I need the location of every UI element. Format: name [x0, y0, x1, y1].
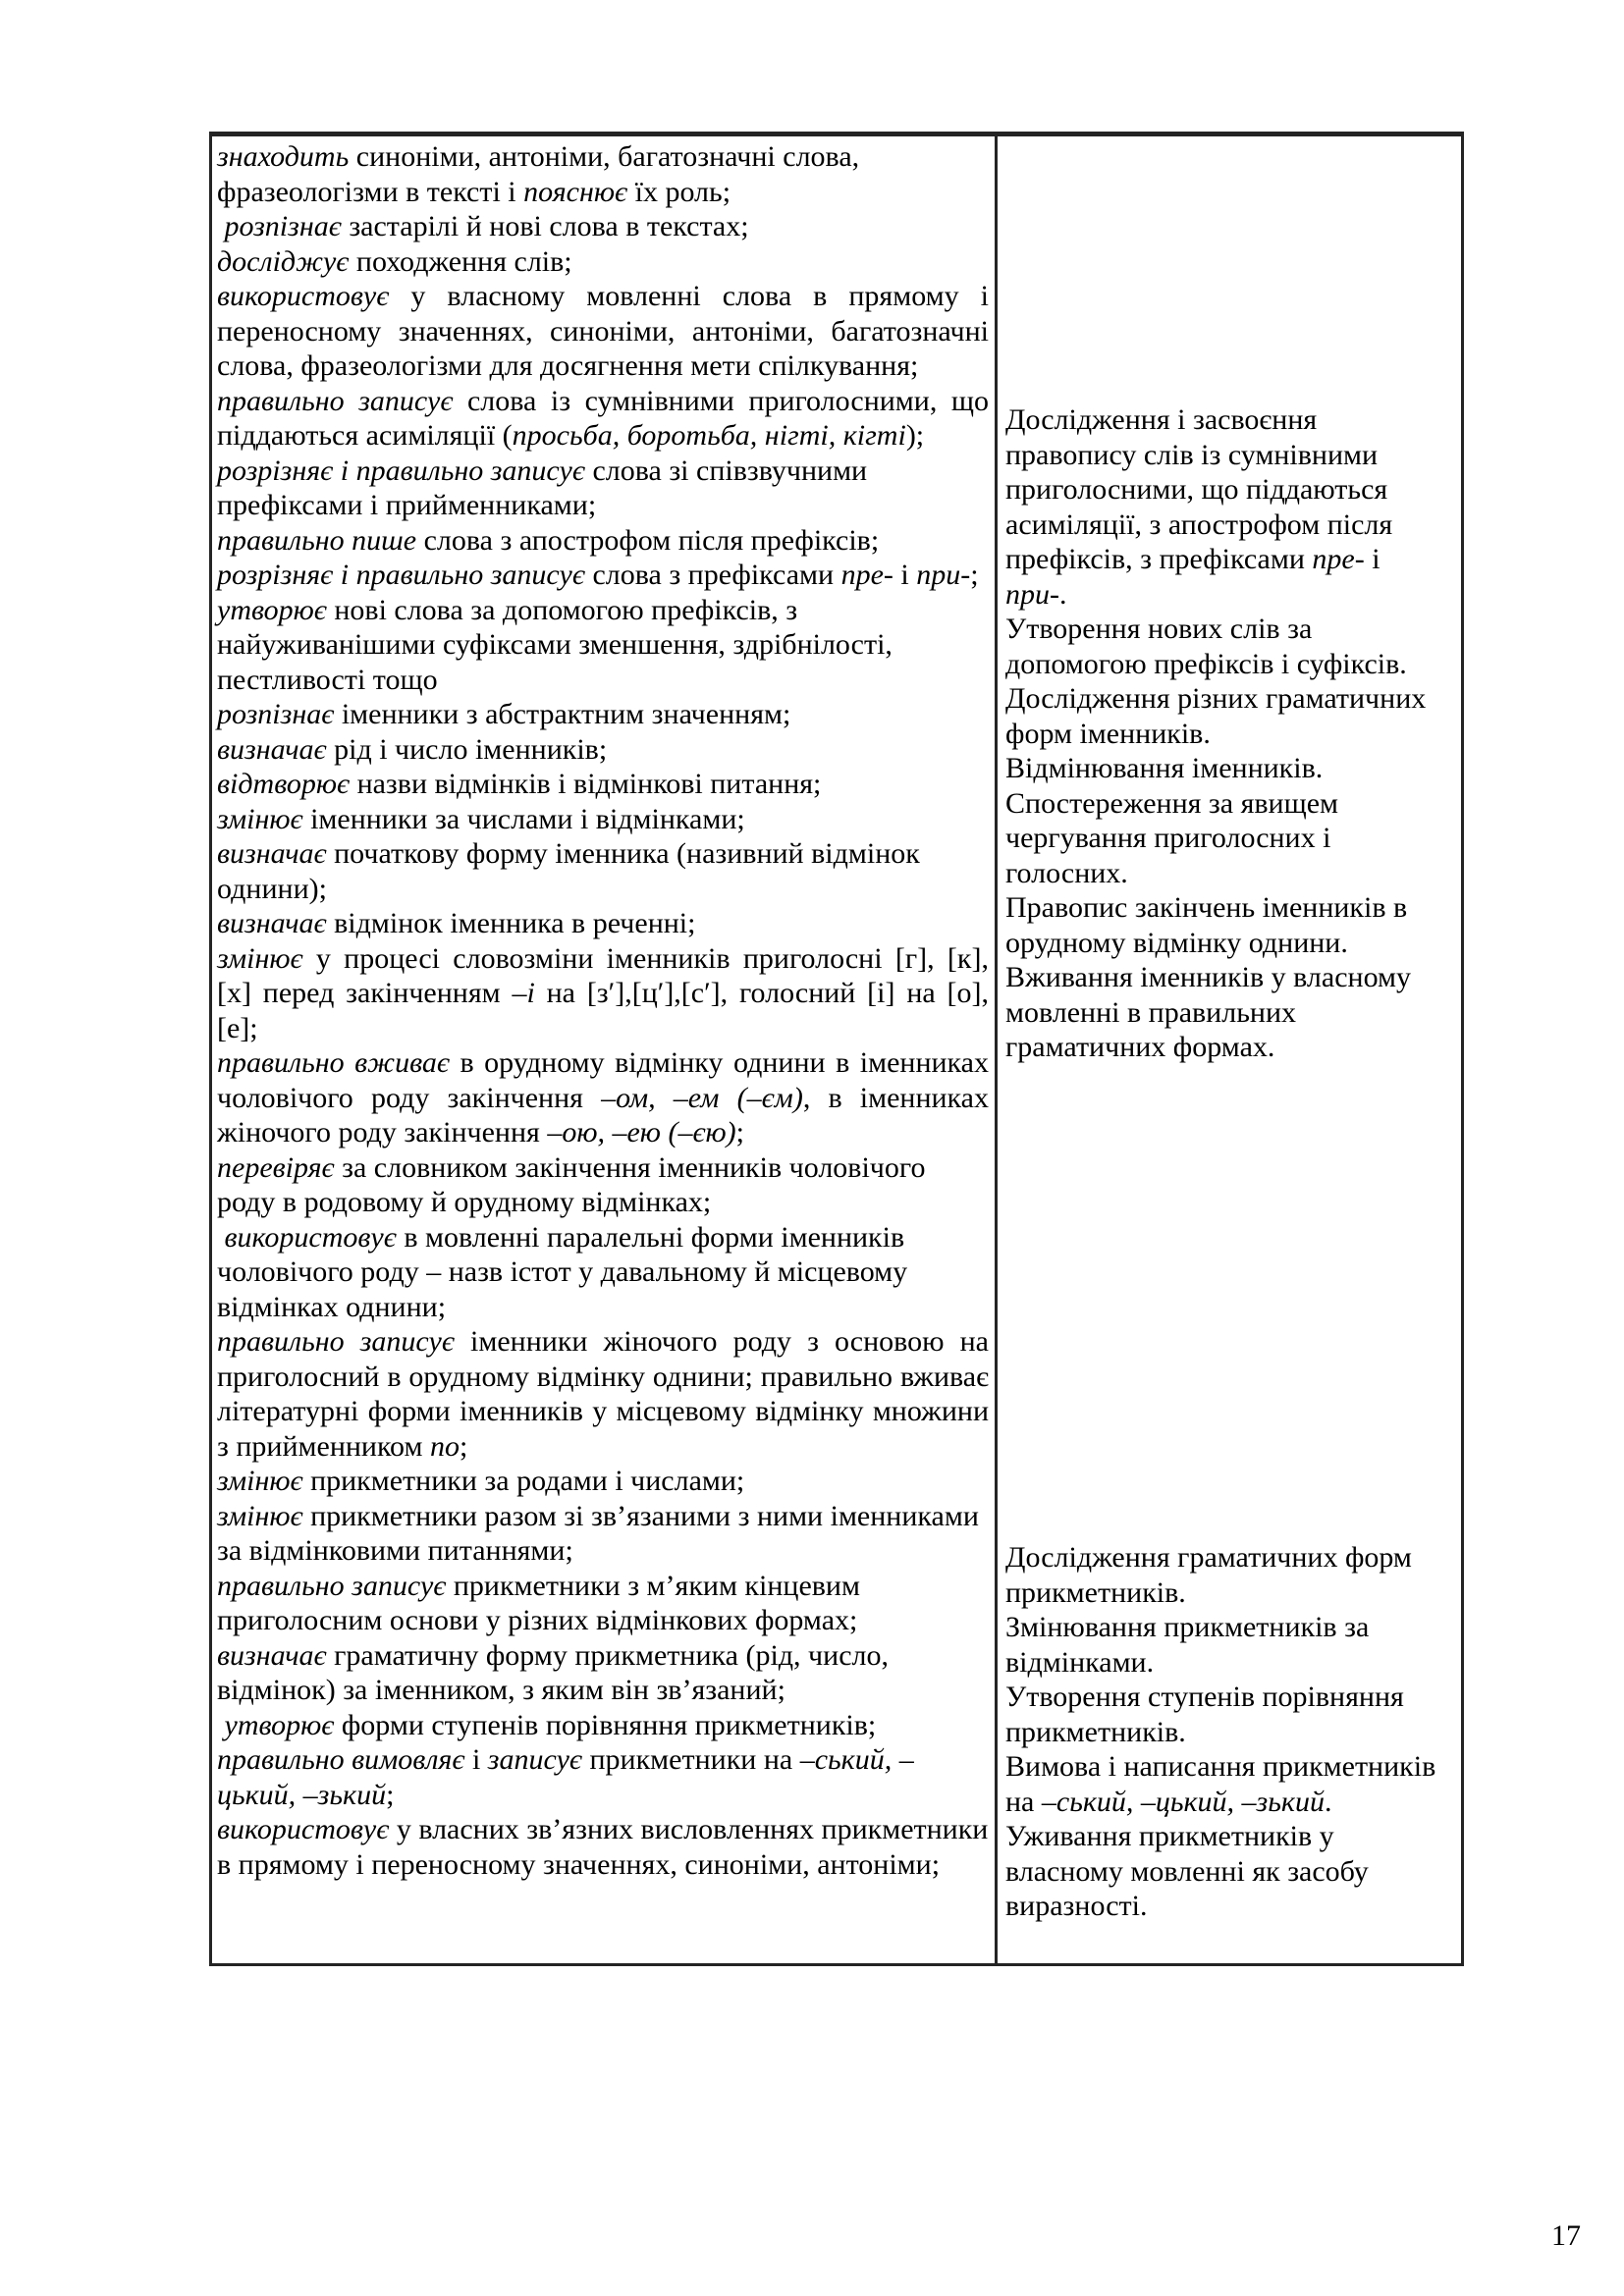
italic-text-run: відтворює	[217, 768, 351, 800]
outcome-item	[217, 1464, 989, 1499]
text-run: на [з′],[ц′],[с′], голосний [і] на [о], [е];	[217, 977, 990, 1044]
text-run: слова з префіксами	[584, 559, 841, 591]
text-run: і	[893, 559, 917, 591]
text-run: , в іменниках жіночого роду закінчення	[217, 1081, 989, 1148]
text-run: назви відмінків і відмінкові питання;	[350, 768, 822, 800]
text-run	[217, 1709, 225, 1741]
outcome-item	[217, 593, 989, 698]
italic-text-run: пояснює	[523, 175, 628, 208]
activity-paragraph	[1005, 786, 1445, 891]
italic-text-run: при-	[1005, 577, 1059, 611]
text-run: ;	[459, 1429, 468, 1463]
text-run: Правопис закінчень іменників в орудному відмінку однини.	[1005, 891, 1408, 959]
text-run: і	[464, 1743, 488, 1776]
italic-text-run: досліджує	[217, 244, 350, 278]
right-block-orthography-nouns	[1005, 402, 1445, 1065]
outcome-item	[217, 139, 989, 209]
text-run: відмінок іменника в реченні;	[326, 907, 696, 939]
right-column-content-areas	[998, 136, 1461, 1963]
text-run: синоніми, антоніми, багатозначні слова, фразеологізми в тексті і	[217, 140, 860, 208]
italic-text-run: при-	[916, 559, 971, 591]
italic-text-run: правильно вживає	[217, 1046, 450, 1079]
text-run: застарілі й нові слова в текстах;	[341, 210, 749, 242]
left-column-learning-outcomes	[212, 136, 998, 1963]
activity-paragraph	[1005, 1749, 1445, 1819]
text-run: слова з апострофом після префіксів;	[416, 523, 880, 557]
italic-text-run: –ою, –ею (–єю)	[547, 1116, 736, 1148]
italic-text-run: змінює	[217, 1465, 303, 1497]
text-run: Змінювання прикметників за відмінками.	[1005, 1611, 1370, 1679]
text-run: Дослідження різних граматичних форм іменників.	[1005, 682, 1427, 750]
text-run: Дослідження граматичних форм прикметників.	[1005, 1541, 1412, 1609]
outcome-item	[217, 1812, 989, 1882]
outcome-item	[217, 1499, 989, 1569]
text-run: початкову форму іменника (називний відмінок однини);	[217, 837, 920, 905]
italic-text-run: визначає	[217, 907, 327, 939]
text-run: .	[1324, 1785, 1332, 1818]
italic-text-run: утворює	[217, 593, 327, 626]
activity-paragraph	[1005, 612, 1445, 681]
italic-text-run: правильно вимовляє	[217, 1743, 465, 1776]
page-number: 17	[1551, 2219, 1581, 2252]
italic-text-run: знаходить	[217, 140, 350, 173]
text-run: в орудному відмінку однини в іменниках чоловічого роду закінчення	[217, 1046, 989, 1114]
italic-text-run: просьба, боротьба, нігті, кігті	[512, 419, 906, 452]
italic-text-run: –і	[512, 977, 535, 1009]
activity-paragraph	[1005, 751, 1445, 786]
outcome-item	[217, 1638, 989, 1708]
outcome-item	[217, 384, 989, 454]
text-run: у власних зв’язних висловленнях прикметники в прямому і переносному значеннях, синоніми, антоніми;	[217, 1813, 989, 1881]
outcome-item	[217, 1045, 989, 1150]
activity-paragraph	[1005, 681, 1445, 751]
italic-text-run: –ський, –цький, –зький	[1041, 1785, 1325, 1818]
italic-text-run: перевіряє	[217, 1150, 335, 1184]
activity-paragraph	[1005, 1540, 1445, 1610]
italic-text-run: розрізняє і правильно записує	[217, 454, 585, 487]
text-run: іменники жіночого роду з основою на приголосний в орудному відмінку однини; правильно вживає літературні форми іменників у місцевому відмінку множини з прийменником	[217, 1325, 989, 1463]
italic-text-run: використовує	[217, 1813, 390, 1845]
activity-paragraph	[1005, 1610, 1445, 1680]
outcome-item	[217, 836, 989, 906]
outcome-item	[217, 523, 989, 559]
activity-paragraph	[1005, 960, 1445, 1065]
outcome-item	[217, 244, 989, 280]
curriculum-table	[209, 132, 1464, 1966]
text-run: );	[905, 419, 925, 452]
italic-text-run: використовує	[224, 1220, 397, 1254]
text-run: слова зі співзвучними префіксами і прийменниками;	[217, 454, 868, 521]
text-run: слова із сумнівними приголосними, що піддаються асиміляції (	[217, 384, 989, 452]
italic-text-run: правильно пише	[217, 523, 417, 557]
text-run: Вживання іменників у власному мовленні в правильних граматичних формах.	[1005, 961, 1411, 1063]
text-run: форми ступенів порівняння прикметників;	[334, 1708, 877, 1741]
italic-text-run: змінює	[217, 802, 303, 835]
activity-paragraph	[1005, 1819, 1445, 1924]
italic-text-run: пре-	[1312, 543, 1365, 575]
text-run: іменники з абстрактним значенням;	[334, 698, 791, 730]
text-run: їх роль;	[627, 175, 731, 208]
outcome-item	[217, 454, 989, 523]
text-run: Утворення нових слів за допомогою префіксів і суфіксів.	[1005, 613, 1407, 680]
outcome-item	[217, 767, 989, 802]
italic-text-run: правильно записує	[217, 384, 454, 417]
text-run: ;	[970, 559, 979, 591]
text-run: .	[1059, 577, 1067, 611]
text-run: прикметники за родами і числами;	[302, 1465, 745, 1497]
text-run: рід і число іменників;	[326, 732, 608, 766]
outcome-item	[217, 279, 989, 384]
outcome-item	[217, 732, 989, 768]
text-run: прикметники з м’яким кінцевим приголосним основи у різних відмінкових формах;	[217, 1569, 860, 1636]
italic-text-run: розрізняє і правильно записує	[217, 559, 585, 591]
outcome-item	[217, 802, 989, 837]
italic-text-run: змінює	[217, 941, 303, 975]
text-run	[217, 210, 225, 242]
text-run: Спостереження за явищем чергування приголосних і голосних.	[1005, 786, 1339, 889]
text-run: прикметники на	[582, 1743, 800, 1776]
outcome-item	[217, 1220, 989, 1325]
activity-paragraph	[1005, 1680, 1445, 1749]
text-run: Дослідження і засвоєння правопису слів із сумнівними приголосними, що піддаються асиміляції, з апострофом після префіксів, з префіксами	[1005, 403, 1393, 575]
outcome-item	[217, 1708, 989, 1743]
outcome-item	[217, 558, 989, 593]
italic-text-run: правильно записує	[217, 1569, 447, 1602]
text-run: ;	[386, 1778, 395, 1811]
text-run: іменники за числами і відмінками;	[302, 802, 745, 835]
activity-paragraph	[1005, 890, 1445, 960]
text-run: Відмінювання іменників.	[1005, 752, 1324, 784]
text-run	[217, 1221, 225, 1254]
text-run: Утворення ступенів порівняння прикметників.	[1005, 1681, 1404, 1748]
outcome-item	[217, 906, 989, 941]
italic-text-run: –ом, –ем (–єм)	[601, 1081, 803, 1114]
italic-text-run: записує	[487, 1743, 582, 1776]
text-run: і	[1364, 543, 1380, 575]
outcome-item	[217, 697, 989, 732]
italic-text-run: розпізнає	[217, 698, 335, 730]
outcome-item	[217, 1150, 989, 1220]
activity-paragraph	[1005, 402, 1445, 612]
italic-text-run: використовує	[217, 280, 390, 312]
text-run: у процесі словозміни іменників приголосні [г], [к], [х] перед закінченням	[217, 941, 989, 1009]
italic-text-run: визначає	[217, 837, 327, 870]
right-block-adjectives	[1005, 1540, 1445, 1924]
text-run: Вимова і написання прикметників на	[1005, 1750, 1436, 1818]
outcome-item	[217, 1324, 989, 1464]
outcome-item	[217, 1569, 989, 1638]
text-run: прикметники разом зі зв’язаними з ними іменниками за відмінковими питаннями;	[217, 1499, 979, 1567]
text-run: граматичну форму прикметника (рід, число, відмінок) за іменником, з яким він зв’язаний;	[217, 1638, 889, 1706]
italic-text-run: визначає	[217, 1638, 327, 1672]
outcome-item	[217, 209, 989, 244]
text-run: нові слова за допомогою префіксів, з найуживанішими суфіксами зменшення, здрібнілості, пестливості тощо	[217, 593, 893, 696]
text-run: Уживання прикметників у власному мовленні як засобу виразності.	[1005, 1820, 1369, 1922]
text-run: у власному мовленні слова в прямому і переносному значеннях, синоніми, антоніми, багатозначні слова, фразеологізми для досягнення мети спілкування;	[217, 280, 989, 382]
italic-text-run: правильно записує	[217, 1325, 455, 1358]
text-run: походження слів;	[349, 244, 572, 278]
italic-text-run: –ський, –цький, –зький	[217, 1743, 914, 1811]
outcome-item	[217, 941, 989, 1046]
text-run: за словником закінчення іменників чоловічого роду в родовому й орудному відмінках;	[217, 1150, 926, 1218]
italic-text-run: утворює	[224, 1708, 335, 1741]
text-run: ;	[735, 1116, 745, 1148]
italic-text-run: змінює	[217, 1499, 303, 1532]
outcome-item	[217, 1742, 989, 1812]
italic-text-run: визначає	[217, 732, 327, 766]
italic-text-run: по	[429, 1429, 460, 1463]
italic-text-run: розпізнає	[224, 210, 342, 242]
text-run: в мовленні паралельні форми іменників чоловічого роду – назв істот у давальному й місцевому відмінках однини;	[217, 1220, 908, 1323]
italic-text-run: пре-	[840, 559, 893, 591]
